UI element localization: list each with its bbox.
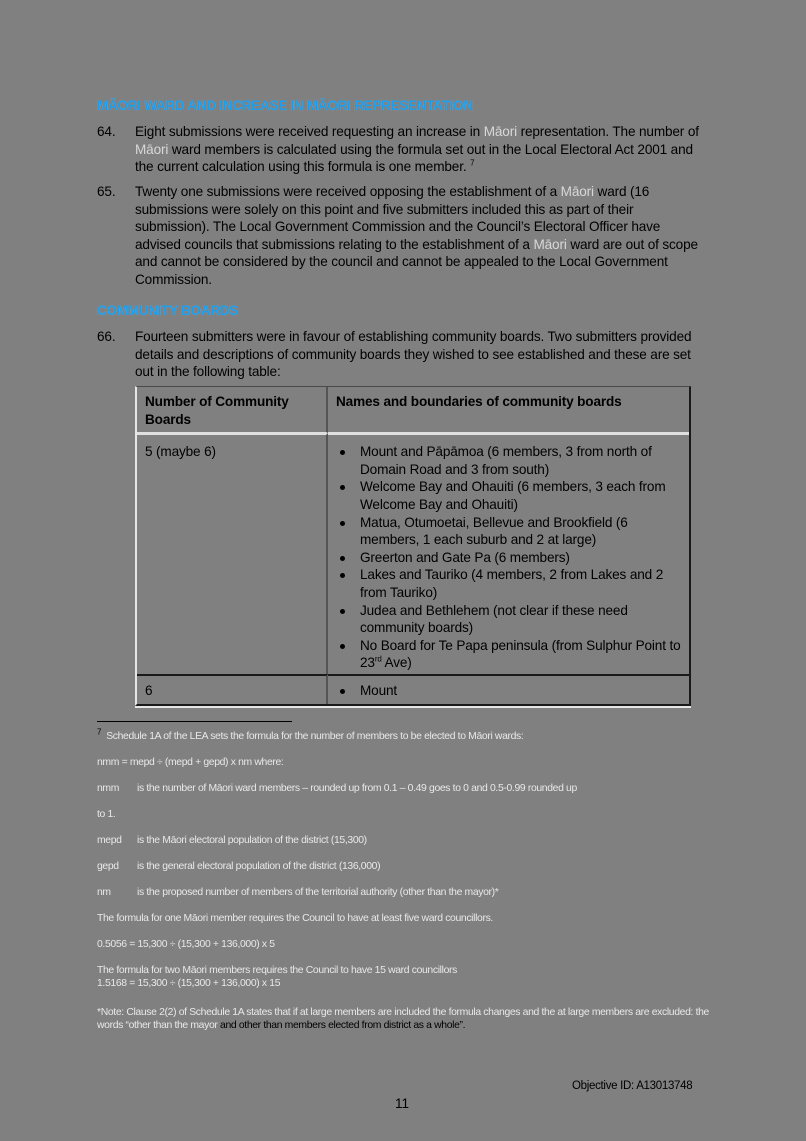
paragraph-number: 66. [97,329,116,344]
paragraph-body: Fourteen submitters were in favour of establishing community boards. Two submitters provided details and descriptions of community boards they wished to see established and these are set out in the following table: [135,329,692,380]
footnote-formula: nmm = mepd ÷ (mepd + gepd) x nm where: [97,757,284,768]
paragraph-65 [97,183,709,289]
objective-id: Objective ID: A13013748 [572,1080,693,1092]
footnote-calculation-one: 0.5056 = 15,300 ÷ (15,300 + 136,000) x 5 [97,939,275,950]
paragraph-body: Eight submissions were received requesting an increase in Māori representation. The number of Māori ward members is calculated using the formula set out in the Local Electoral Act 2001 and the current calculation using this formula is one member. $^7$ [135,124,699,175]
board-count-cell: 6 [137,674,328,704]
footnote-intro: $^7$ Schedule 1A of the LEA sets the formula for the number of members to be elected to Māori wards: [97,727,524,742]
list-item: No Board for Te Papa peninsula (from Sulphur Point to 23rd Ave) [336,637,681,672]
table-row [137,674,689,704]
board-list [336,682,681,700]
footnote-definition: nmm is the number of Māori ward members – rounded up from 0.1 – 0.49 goes to 0 and 0.5-0.99 rounded up [97,783,577,794]
board-list [336,443,681,672]
board-names-cell [328,433,689,674]
footnote-reference[interactable]: 7 [470,158,475,168]
footnote-two-members: The formula for two Māori members requires the Council to have 15 ward councillors [97,965,457,976]
list-item: Mount [336,682,681,700]
paragraph-66 [97,328,709,381]
footnote-calculation-two: 1.5168 = 15,300 ÷ (15,300 + 136,000) x 15 [97,978,281,989]
paragraph-number: 64. [97,124,116,139]
list-item: Mount and Pāpāmoa (6 members, 3 from north of Domain Road and 3 from south) [336,443,681,478]
list-item: Greerton and Gate Pa (6 members) [336,549,681,567]
footnote-divider [97,721,292,722]
board-count-cell: 5 (maybe 6) [137,433,328,674]
footnote-definition: nm is the proposed number of members of the territorial authority (other than the mayor)* [97,887,499,898]
table-header-row [137,387,689,433]
list-item: Judea and Bethlehem (not clear if these need community boards) [336,602,681,637]
footnote-definition: mepd is the Māori electoral population of the district (15,300) [97,835,367,846]
list-item: Lakes and Tauriko (4 members, 2 from Lakes and 2 from Tauriko) [336,566,681,601]
footnote-definition: to 1. [97,809,116,820]
table-row [137,433,689,674]
footnote-one-member: The formula for one Māori member requires the Council to have at least five ward councillors. [97,913,493,924]
column-header-count: Number of Community Boards [137,387,328,433]
list-item: Welcome Bay and Ohauiti (6 members, 3 each from Welcome Bay and Ohauiti) [336,478,681,513]
page-number: 11 [395,1096,410,1111]
paragraph-number: 65. [97,184,116,199]
section-heading-community-boards: COMMUNITY BOARDS [97,303,238,318]
paragraph-body: Twenty one submissions were received opposing the establishment of a Māori ward (16 submissions were solely on this point and five submitters included this as part of their submission). The Local Government Commission and the Council’s Electoral Officer have advised councils that submissions relating to the establishment of a Māori ward are out of scope and cannot be considered by the council and cannot be appealed to the Local Government Commission. [135,184,698,287]
section-heading-maori-ward: MĀORI WARD AND INCREASE IN MĀORI REPRESENTATION [97,98,473,113]
footnote-note: *Note: Clause 2(2) of Schedule 1A states that if at large members are included the formula changes and the at large members are excluded: the words “other than the mayor and other than members elected from district as a whole”. [97,1007,709,1031]
footnote-definition: gepd is the general electoral population of the district (136,000) [97,861,381,872]
paragraph-64 [97,123,709,176]
column-header-names: Names and boundaries of community boards [328,387,689,433]
community-boards-table [135,386,691,706]
list-item: Matua, Otumoetai, Bellevue and Brookfield (6 members, 1 each suburb and 2 at large) [336,514,681,549]
board-names-cell [328,674,689,704]
